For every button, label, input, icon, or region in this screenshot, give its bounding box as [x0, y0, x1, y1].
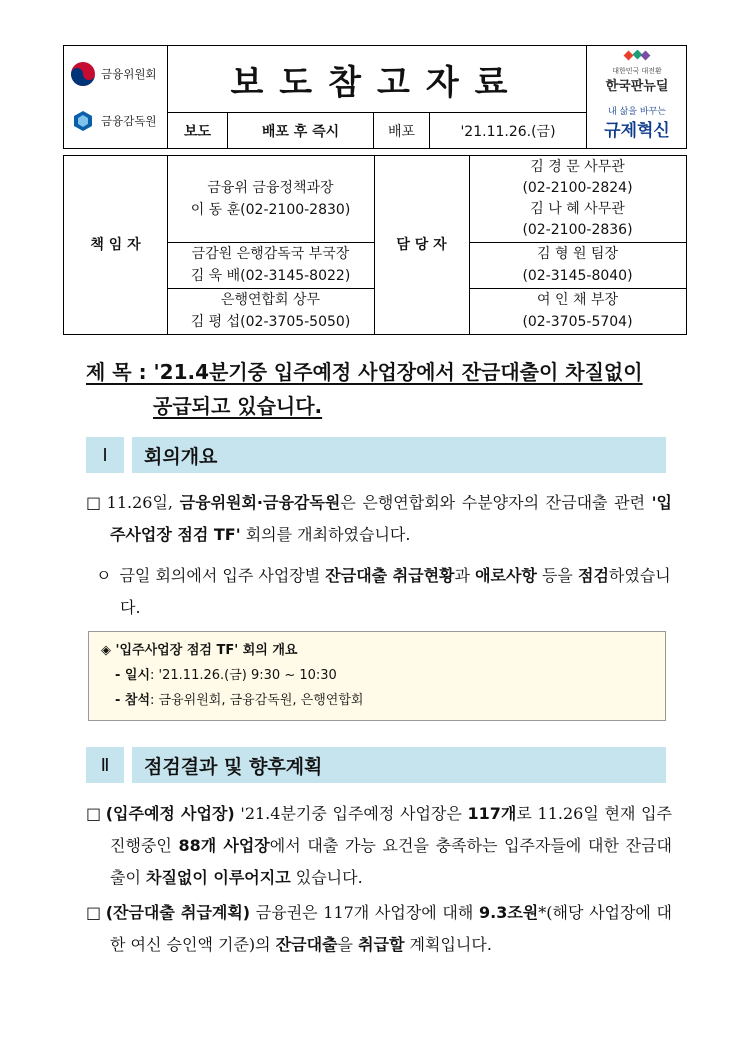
new-deal-tagline: 대한민국 대전환 — [612, 67, 662, 75]
distribute-value: '21.11.26.(금) — [460, 123, 556, 140]
contact-cell — [469, 288, 686, 334]
section-header-1 — [86, 437, 666, 473]
fsc-name: 금융위원회 — [101, 67, 157, 81]
subject-line-1: 제 목 : '21.4분기중 입주예정 사업장에서 잔금대출이 차질없이 — [86, 360, 643, 384]
contact-title: 금감원 은행감독국 부국장 — [191, 246, 350, 262]
contact-phone: (02-3705-5704) — [522, 314, 633, 330]
contact-name-phone: 이 동 훈(02-2100-2830) — [190, 202, 351, 218]
contact-name-phone: 김 평 섭(02-3705-5050) — [190, 314, 351, 330]
press-header-table — [63, 45, 687, 149]
sub-bullet: ㅇ 금일 회의에서 입주 사업장별 잔금대출 취급현황과 애로사항 등을 점검하였습니다. — [96, 566, 671, 617]
contact-phone: (02-2100-2836) — [522, 222, 633, 238]
contact-cell — [469, 156, 686, 242]
reform-name: 규제혁신 — [604, 121, 670, 141]
reform-tagline: 내 삶을 바꾸는 — [608, 107, 666, 117]
meeting-overview-box — [88, 631, 666, 721]
contact-phone: (02-3145-8040) — [522, 268, 633, 284]
contact-title: 금융위 금융정책과장 — [207, 180, 334, 196]
responsible-label: 책 임 자 — [90, 236, 141, 253]
contact-table — [63, 155, 687, 335]
contact-cell — [167, 288, 374, 334]
box-item-date: - 일시: '21.11.26.(금) 9:30 ~ 10:30 — [115, 668, 337, 683]
subject — [86, 355, 686, 423]
box-title: ◈ '입주사업장 점검 TF' 회의 개요 — [101, 643, 298, 658]
section-header-2 — [86, 747, 666, 783]
new-deal-name: 한국판뉴딜 — [605, 79, 669, 94]
paragraph: □ 11.26일, 금융위원회·금융감독원은 은행연합회와 수분양자의 잔금대출 관련 '입주사업장 점검 TF' 회의를 개최하였습니다. — [86, 493, 673, 544]
subject-line-2: 공급되고 있습니다. — [153, 394, 323, 418]
circle-bullet-icon: ㅇ — [96, 566, 112, 585]
section-number: Ⅱ — [86, 747, 124, 783]
contact-name: 김 형 원 팀장 — [537, 246, 618, 262]
contact-cell — [167, 242, 374, 288]
section-title: 회의개요 — [132, 437, 666, 473]
section-title: 점검결과 및 향후계획 — [132, 747, 666, 783]
contact-name: 김 경 문 사무관 — [530, 159, 625, 175]
section-number: Ⅰ — [86, 437, 124, 473]
fsc-logo — [70, 61, 157, 87]
fss-logo — [70, 108, 157, 134]
agency-logos — [64, 46, 168, 148]
fss-emblem-icon — [70, 108, 96, 134]
paragraph: □ (입주예정 사업장) '21.4분기중 입주예정 사업장은 117개로 11.26일 현재 입주 진행중인 88개 사업장에서 대출 가능 요건을 충족하는 입주자들에 대한 잔금대출이 차질없이 이루어지고 있습니다. — [86, 804, 673, 887]
page-title: 보도참고자료 — [168, 46, 586, 113]
campaign-logos — [586, 46, 686, 148]
contact-title: 은행연합회 상무 — [220, 292, 321, 308]
square-bullet-icon: □ — [86, 903, 102, 922]
square-bullet-icon: □ — [86, 493, 103, 512]
square-bullet-icon: □ — [86, 804, 102, 823]
release-value: 배포 후 즉시 — [228, 113, 374, 148]
contact-name: 여 인 채 부장 — [537, 292, 618, 308]
korea-taegeuk-icon — [70, 61, 96, 87]
release-label: 보도 — [168, 113, 228, 148]
contact-cell — [469, 242, 686, 288]
contact-name: 김 나 혜 사무관 — [530, 201, 625, 217]
paragraph: □ (잔금대출 취급계획) 금융권은 117개 사업장에 대해 9.3조원*(해당 사업장에 대한 여신 승인액 기준)의 잔금대출을 취급할 계획입니다. — [86, 903, 673, 954]
contact-name-phone: 김 욱 배(02-3145-8022) — [190, 268, 351, 284]
contact-cell — [167, 156, 374, 242]
distribute-label: 배포 — [374, 113, 430, 148]
fss-name: 금융감독원 — [101, 114, 157, 128]
contact-phone: (02-2100-2824) — [522, 180, 633, 196]
staff-label: 담 당 자 — [396, 236, 447, 253]
box-item-attendees: - 참석: 금융위원회, 금융감독원, 은행연합회 — [115, 693, 364, 708]
